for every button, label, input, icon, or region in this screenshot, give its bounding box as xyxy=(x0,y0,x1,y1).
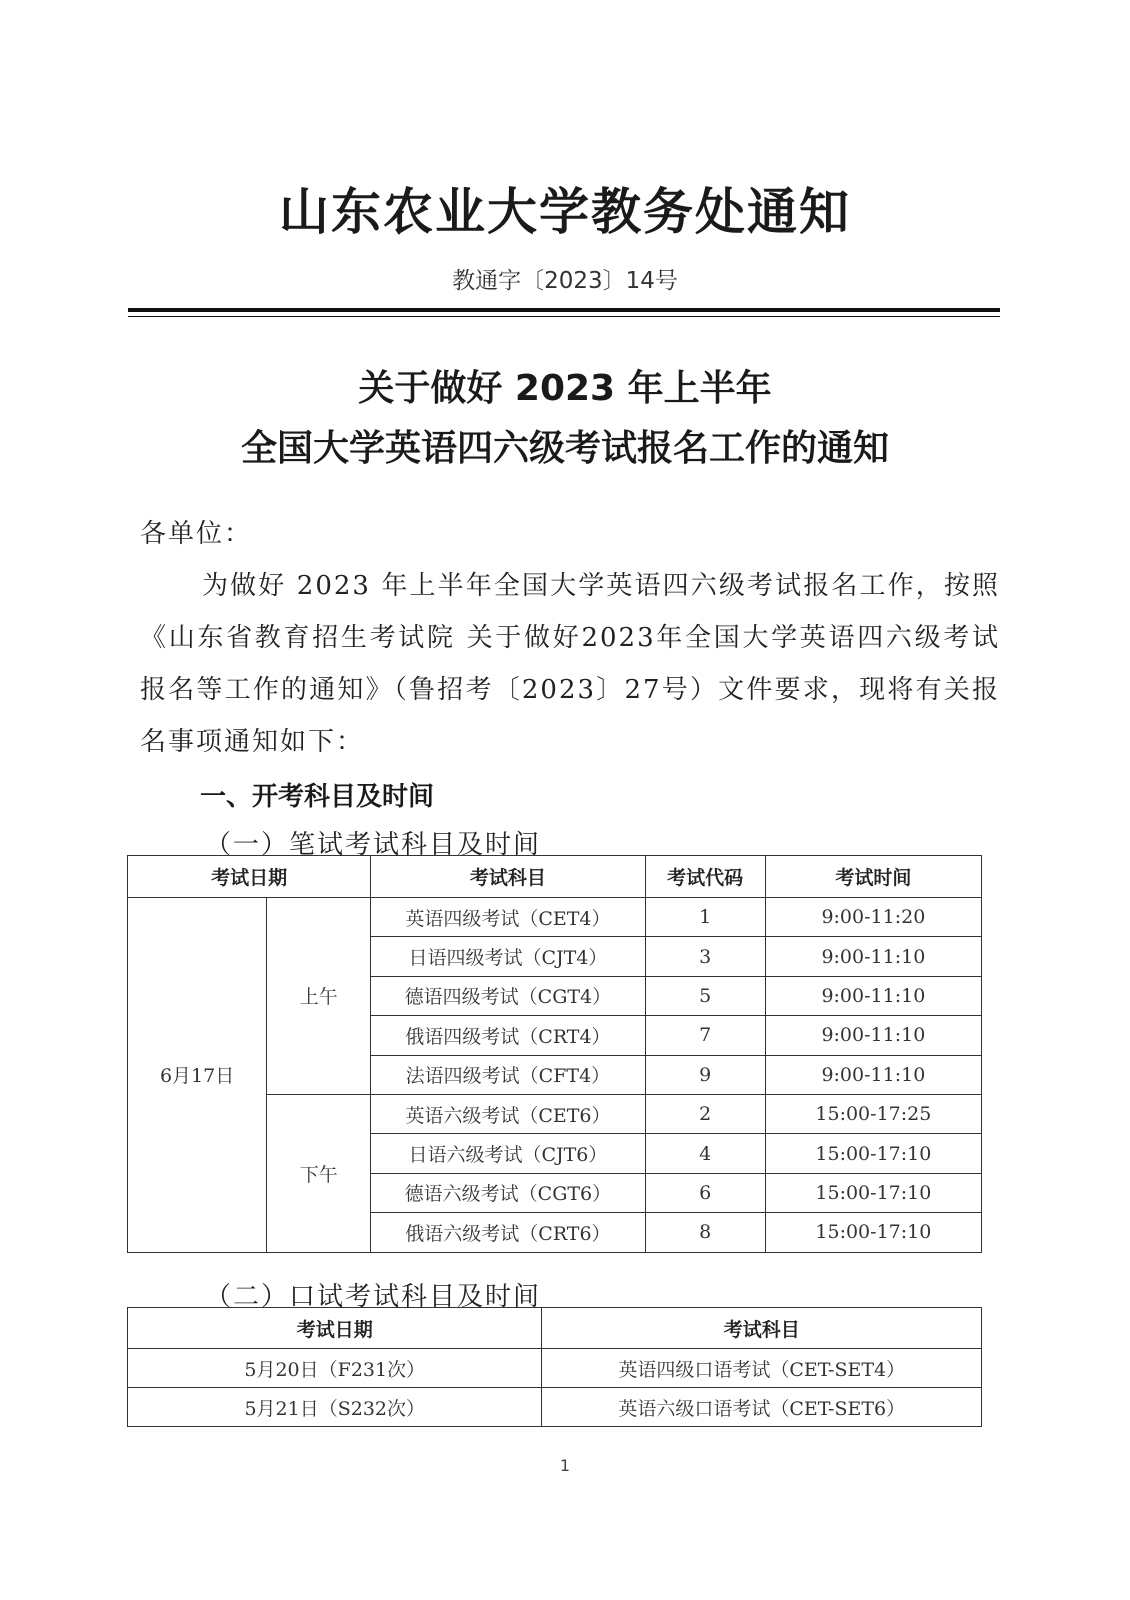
time-cell: 15:00-17:25 xyxy=(765,1094,981,1133)
section-heading-subjects: 一、开考科目及时间 xyxy=(200,782,435,812)
header-oral-date: 考试日期 xyxy=(128,1308,542,1349)
code-cell: 7 xyxy=(645,1016,765,1055)
code-cell: 1 xyxy=(645,898,765,937)
subject-cell: 俄语四级考试（CRT4） xyxy=(371,1016,645,1055)
subject-cell: 德语四级考试（CGT4） xyxy=(371,976,645,1015)
header-exam-code: 考试代码 xyxy=(645,856,765,898)
table-row xyxy=(128,1349,982,1388)
subject-cell: 英语四级考试（CET4） xyxy=(371,898,645,937)
header-rule-thin xyxy=(128,316,1000,317)
time-cell: 9:00-11:10 xyxy=(765,1055,981,1094)
morning-cell: 上午 xyxy=(267,898,371,1095)
header-exam-date: 考试日期 xyxy=(128,856,371,898)
oral-date-cell: 5月20日（F231次） xyxy=(128,1349,542,1388)
afternoon-cell: 下午 xyxy=(267,1094,371,1252)
subject-cell: 英语六级考试（CET6） xyxy=(371,1094,645,1133)
time-cell: 15:00-17:10 xyxy=(765,1213,981,1252)
document-number: 教通字〔2023〕14号 xyxy=(452,268,678,294)
oral-subject-cell: 英语六级口语考试（CET-SET6） xyxy=(542,1388,982,1427)
time-cell: 9:00-11:10 xyxy=(765,1016,981,1055)
page-number: 1 xyxy=(559,1456,571,1475)
header-oral-subject: 考试科目 xyxy=(542,1308,982,1349)
time-cell: 9:00-11:10 xyxy=(765,937,981,976)
org-title: 山东农业大学教务处通知 xyxy=(279,183,851,241)
table-row xyxy=(128,1388,982,1427)
written-exam-table xyxy=(127,855,982,1253)
code-cell: 5 xyxy=(645,976,765,1015)
code-cell: 6 xyxy=(645,1173,765,1212)
subject-cell: 德语六级考试（CGT6） xyxy=(371,1173,645,1212)
time-cell: 15:00-17:10 xyxy=(765,1173,981,1212)
time-cell: 15:00-17:10 xyxy=(765,1134,981,1173)
table-header-row xyxy=(128,856,982,898)
table-row xyxy=(128,898,982,937)
subject-cell: 日语四级考试（CJT4） xyxy=(371,937,645,976)
header-exam-time: 考试时间 xyxy=(765,856,981,898)
oral-date-cell: 5月21日（S232次） xyxy=(128,1388,542,1427)
code-cell: 3 xyxy=(645,937,765,976)
oral-subject-cell: 英语四级口语考试（CET-SET4） xyxy=(542,1349,982,1388)
code-cell: 2 xyxy=(645,1094,765,1133)
table-header-row xyxy=(128,1308,982,1349)
header-exam-subject: 考试科目 xyxy=(371,856,645,898)
oral-exam-table xyxy=(127,1307,982,1427)
header-rule-thick xyxy=(128,308,1000,312)
code-cell: 9 xyxy=(645,1055,765,1094)
subheading-written: （一）笔试考试科目及时间 xyxy=(205,830,542,860)
subheading-oral: （二）口试考试科目及时间 xyxy=(205,1282,542,1312)
subject-cell: 日语六级考试（CJT6） xyxy=(371,1134,645,1173)
subject-cell: 俄语六级考试（CRT6） xyxy=(371,1213,645,1252)
code-cell: 4 xyxy=(645,1134,765,1173)
salutation: 各单位： xyxy=(140,519,253,549)
subject-cell: 法语四级考试（CFT4） xyxy=(371,1055,645,1094)
notice-title-line1: 关于做好 2023 年上半年 xyxy=(358,368,772,409)
notice-title-line2: 全国大学英语四六级考试报名工作的通知 xyxy=(240,428,889,469)
exam-date-cell: 6月17日 xyxy=(128,898,267,1253)
code-cell: 8 xyxy=(645,1213,765,1252)
time-cell: 9:00-11:10 xyxy=(765,976,981,1015)
intro-paragraph: 为做好 2023 年上半年全国大学英语四六级考试报名工作，按照《山东省教育招生考试院 关于做好2023年全国大学英语四六级考试报名等工作的通知》（鲁招考〔2023〕27号）文件要求，现将有关报名事项通知如下： xyxy=(140,571,1000,757)
time-cell: 9:00-11:20 xyxy=(765,898,981,937)
